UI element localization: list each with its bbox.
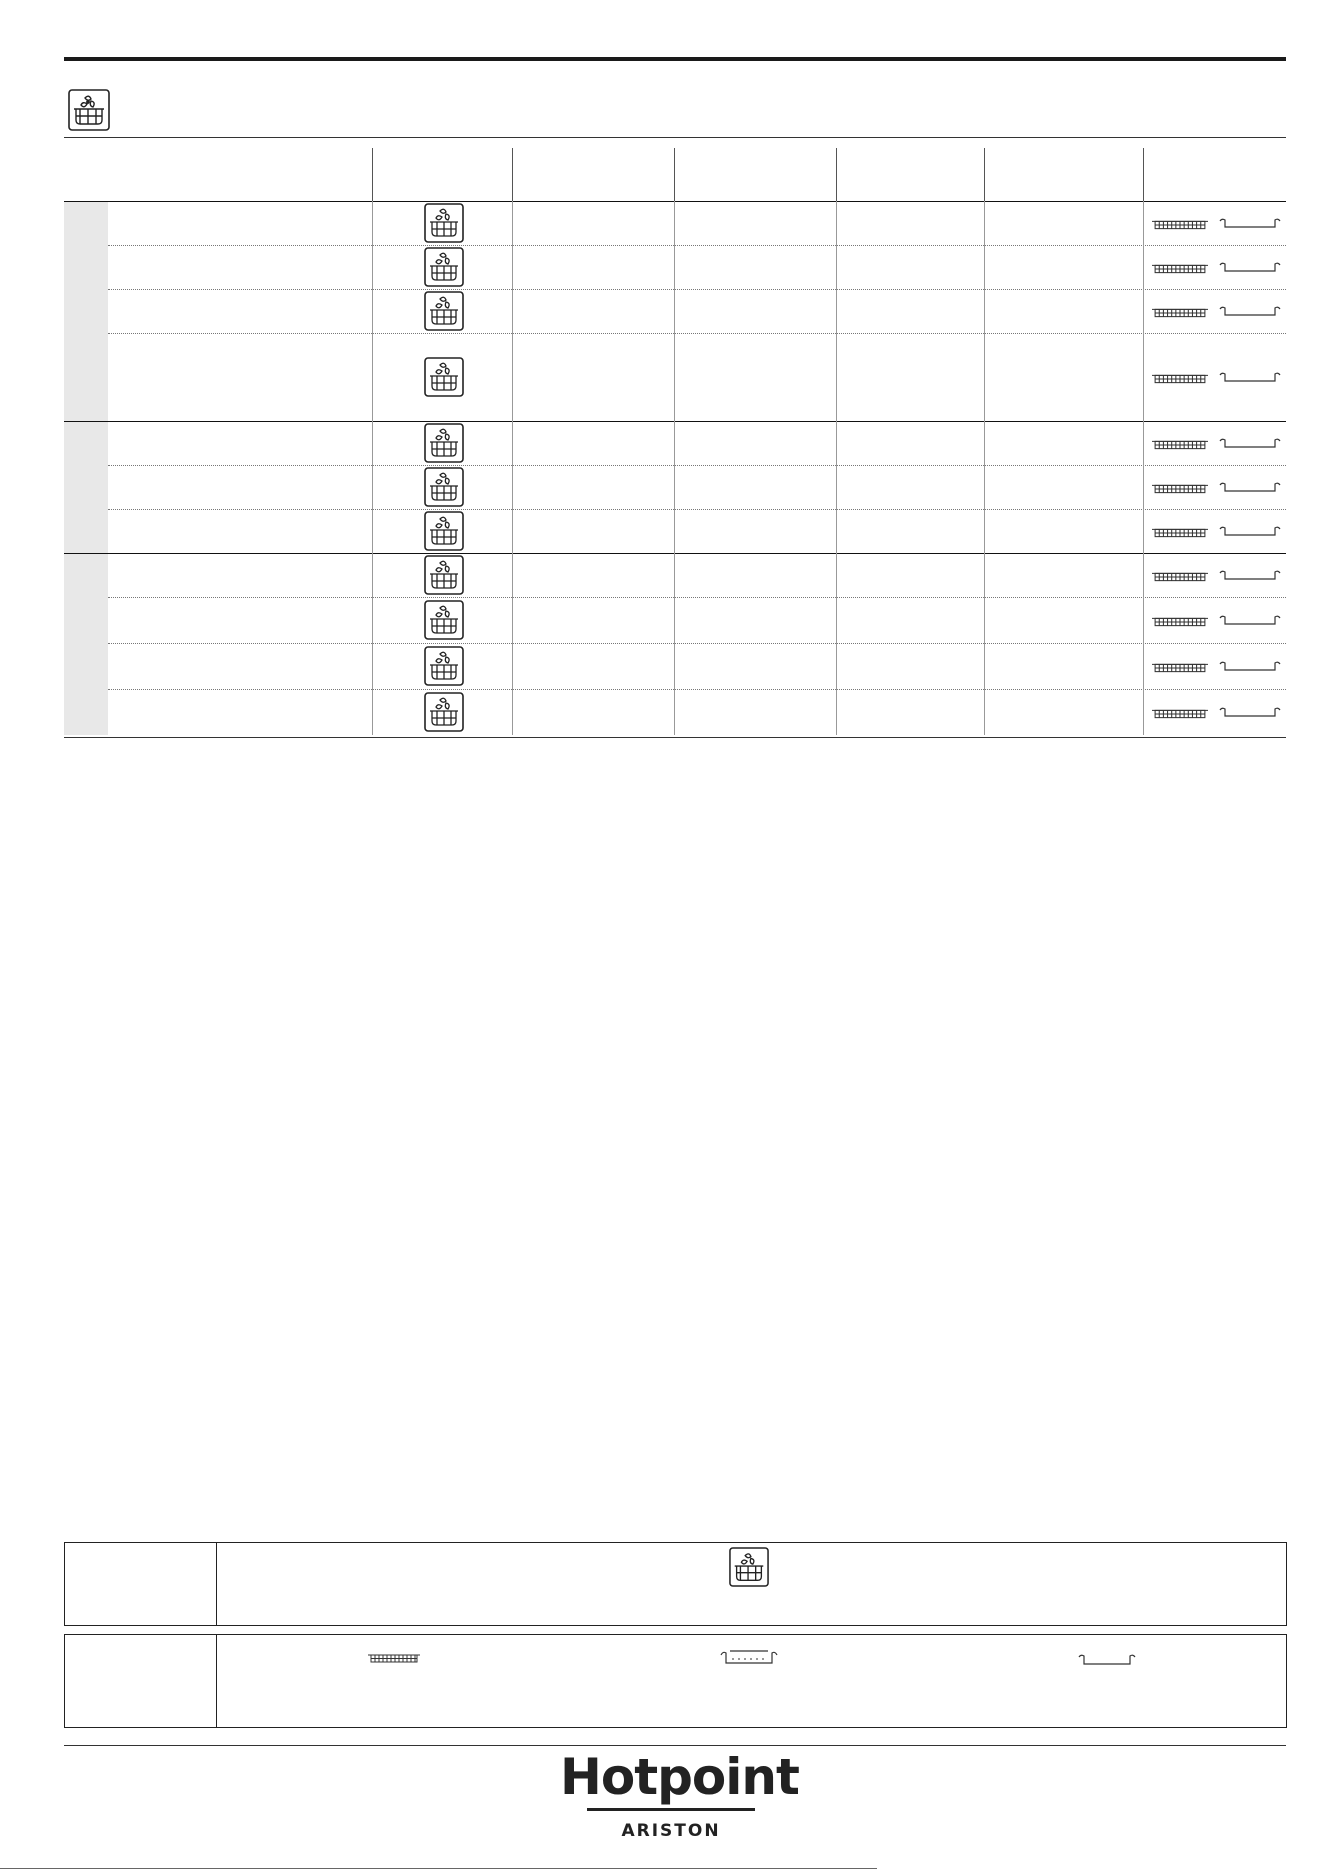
header-rule xyxy=(64,137,1286,138)
fan-basket-icon xyxy=(68,89,110,131)
baking-tray-icon xyxy=(720,1647,778,1667)
fan-basket-icon xyxy=(424,203,464,243)
wire-grid-icon xyxy=(368,1653,420,1665)
column-divider xyxy=(512,148,513,201)
column-divider xyxy=(372,148,373,201)
brand-subname: ARISTON xyxy=(621,1821,721,1841)
group-band xyxy=(64,553,108,735)
drip-tray-icon xyxy=(1219,525,1281,537)
row-separator xyxy=(108,643,1286,644)
logo-underline xyxy=(587,1808,755,1811)
column-divider xyxy=(674,148,675,201)
row-separator xyxy=(108,289,1286,290)
fan-basket-icon xyxy=(424,247,464,287)
drip-tray-icon xyxy=(1219,305,1281,317)
wire-grid-icon xyxy=(1152,372,1208,386)
fan-basket-icon xyxy=(424,357,464,397)
column-line xyxy=(836,201,837,735)
table-group xyxy=(64,421,1286,553)
column-line xyxy=(372,201,373,735)
drip-tray-icon xyxy=(1219,481,1281,493)
page-bottom-rule xyxy=(0,1868,877,1869)
wire-grid-icon xyxy=(1152,262,1208,276)
column-divider xyxy=(984,148,985,201)
table-group xyxy=(64,201,1286,421)
column-line xyxy=(1143,201,1144,735)
drip-tray-icon xyxy=(1219,614,1281,626)
row-separator xyxy=(108,689,1286,690)
wire-grid-icon xyxy=(1152,438,1208,452)
table-group xyxy=(64,553,1286,735)
drip-tray-icon xyxy=(1219,660,1281,672)
group-rule xyxy=(64,553,1286,554)
footer-rule xyxy=(64,1745,1286,1746)
row-separator xyxy=(108,509,1286,510)
fan-basket-icon xyxy=(729,1547,769,1587)
group-rule xyxy=(64,201,1286,202)
row-separator xyxy=(108,245,1286,246)
wire-grid-icon xyxy=(1152,306,1208,320)
box-divider xyxy=(216,1635,217,1727)
group-rule xyxy=(64,421,1286,422)
wire-grid-icon xyxy=(1152,526,1208,540)
brand-name: Hotpoint xyxy=(560,1748,799,1806)
box-divider xyxy=(216,1543,217,1625)
column-line xyxy=(512,201,513,735)
fan-basket-icon xyxy=(424,692,464,732)
fan-basket-icon xyxy=(424,555,464,595)
drip-tray-icon xyxy=(1219,437,1281,449)
fan-basket-icon xyxy=(424,423,464,463)
wire-grid-icon xyxy=(1152,570,1208,584)
drip-tray-icon xyxy=(1078,1653,1136,1667)
wire-grid-icon xyxy=(1152,482,1208,496)
fan-basket-icon xyxy=(424,646,464,686)
drip-tray-icon xyxy=(1219,706,1281,718)
drip-tray-icon xyxy=(1219,569,1281,581)
column-line xyxy=(984,201,985,735)
drip-tray-icon xyxy=(1219,217,1281,229)
fan-basket-icon xyxy=(424,600,464,640)
drip-tray-icon xyxy=(1219,371,1281,383)
row-separator xyxy=(108,333,1286,334)
fan-basket-icon xyxy=(424,291,464,331)
table-bottom-rule xyxy=(64,737,1286,738)
wire-grid-icon xyxy=(1152,707,1208,721)
row-separator xyxy=(108,465,1286,466)
column-divider xyxy=(1143,148,1144,201)
top-rule xyxy=(64,57,1286,61)
cooking-table xyxy=(64,201,1286,738)
group-band xyxy=(64,201,108,421)
legend-function-box xyxy=(64,1542,1287,1626)
column-divider xyxy=(836,148,837,201)
wire-grid-icon xyxy=(1152,218,1208,232)
fan-basket-icon xyxy=(424,511,464,551)
brand-logo xyxy=(560,1748,799,1841)
row-separator xyxy=(108,597,1286,598)
wire-grid-icon xyxy=(1152,661,1208,675)
column-line xyxy=(674,201,675,735)
legend-accessories-box xyxy=(64,1634,1287,1728)
wire-grid-icon xyxy=(1152,615,1208,629)
group-band xyxy=(64,421,108,553)
fan-basket-icon xyxy=(424,467,464,507)
drip-tray-icon xyxy=(1219,261,1281,273)
